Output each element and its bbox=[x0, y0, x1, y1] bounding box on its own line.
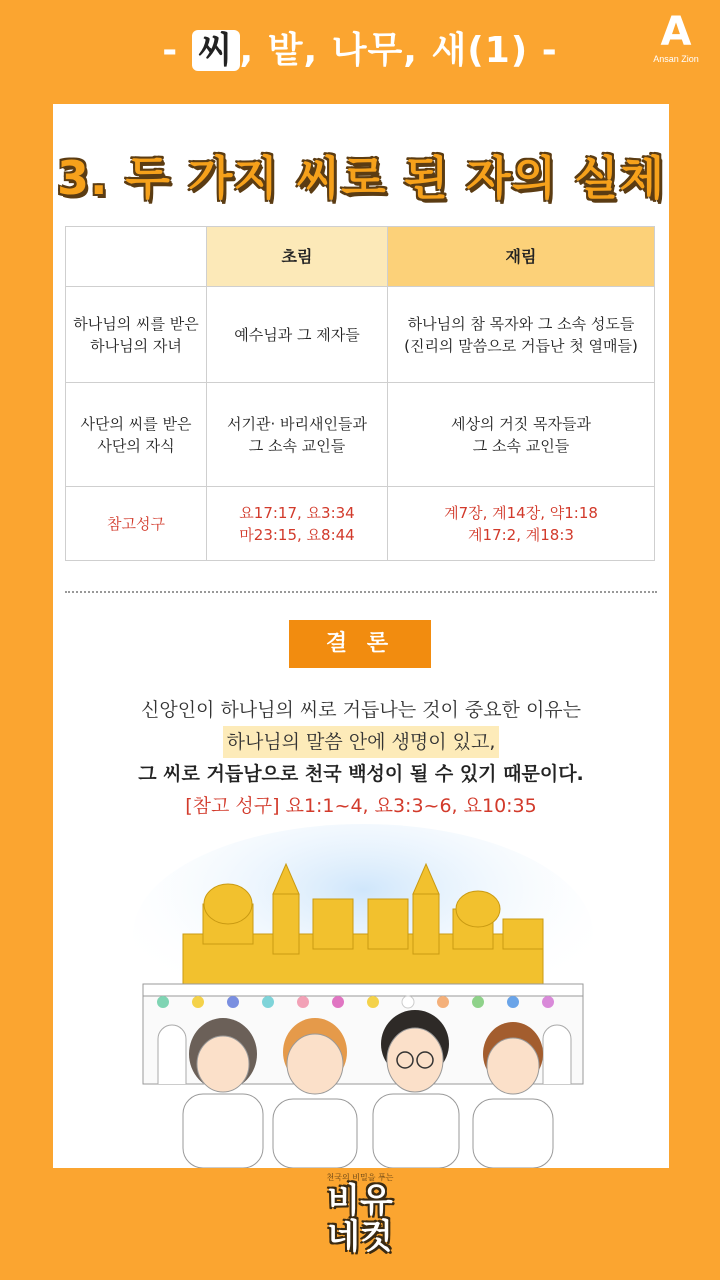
logo-line-1: 비유 bbox=[327, 1181, 393, 1221]
table-header-row bbox=[66, 227, 655, 287]
row-second-coming: 세상의 거짓 목자들과 그 소속 교인들 bbox=[388, 383, 655, 487]
conclusion-line-1: 신앙인이 하나님의 씨로 거듭나는 것이 중요한 이유는 bbox=[140, 699, 582, 721]
person-3 bbox=[373, 1010, 459, 1168]
series-title-prefix: - bbox=[162, 30, 192, 71]
row-first-coming: 요17:17, 요3:34 마23:15, 요8:44 bbox=[207, 487, 388, 561]
parable-four-cuts-logo bbox=[310, 1172, 410, 1272]
logo-tagline: 천국의 비밀을 푸는 bbox=[326, 1173, 394, 1182]
table-row bbox=[66, 487, 655, 561]
comparison-table bbox=[65, 226, 655, 561]
conclusion-reference: [참고 성구] 요1:1~4, 요3:3~6, 요10:35 bbox=[185, 795, 537, 817]
conclusion-badge: 결 론 bbox=[289, 620, 431, 668]
table-header-empty bbox=[66, 227, 207, 287]
series-title-highlight: 씨 bbox=[192, 30, 240, 71]
row-first-coming: 예수님과 그 제자들 bbox=[207, 287, 388, 383]
dotted-divider bbox=[65, 591, 657, 593]
table-row bbox=[66, 287, 655, 383]
table-header-second-coming: 재림 bbox=[388, 227, 655, 287]
conclusion-text bbox=[53, 694, 669, 822]
series-title bbox=[0, 22, 720, 73]
person-1 bbox=[183, 1018, 263, 1168]
row-second-coming: 계7장, 계14장, 약1:18 계17:2, 계18:3 bbox=[388, 487, 655, 561]
row-label: 참고성구 bbox=[66, 487, 207, 561]
row-label: 사단의 씨를 받은 사단의 자식 bbox=[66, 383, 207, 487]
conclusion-line-3: 그 씨로 거듭남으로 천국 백성이 될 수 있기 때문이다. bbox=[138, 763, 584, 785]
row-second-coming: 하나님의 참 목자와 그 소속 성도들 (진리의 말씀으로 거듭난 첫 열매들) bbox=[388, 287, 655, 383]
heavenly-city-people-illustration bbox=[123, 824, 603, 1168]
content-card bbox=[53, 104, 669, 1168]
person-2 bbox=[273, 1018, 357, 1168]
person-4 bbox=[473, 1022, 553, 1168]
table-header-first-coming: 초림 bbox=[207, 227, 388, 287]
main-title: 3. 두 가지 씨로 된 자의 실체 bbox=[57, 151, 665, 205]
logo-line-2: 네컷 bbox=[327, 1217, 393, 1257]
row-label: 하나님의 씨를 받은 하나님의 자녀 bbox=[66, 287, 207, 383]
logo-mark: A bbox=[660, 9, 692, 55]
series-title-rest: , 밭, 나무, 새(1) - bbox=[239, 30, 558, 71]
row-first-coming: 서기관· 바리새인들과 그 소속 교인들 bbox=[207, 383, 388, 487]
conclusion-line-2: 하나님의 말씀 안에 생명이 있고, bbox=[223, 726, 500, 758]
ansan-zion-logo bbox=[644, 10, 708, 64]
logo-name: Ansan Zion bbox=[653, 54, 699, 64]
table-row bbox=[66, 383, 655, 487]
